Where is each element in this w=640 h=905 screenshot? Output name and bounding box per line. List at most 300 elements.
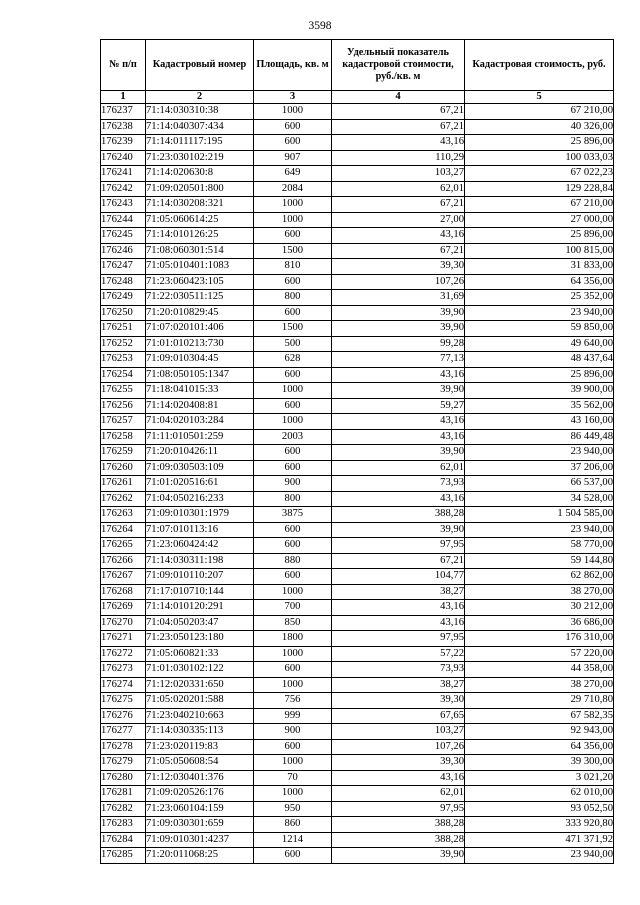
cadastral-value-cell: 66 537,00	[465, 476, 614, 492]
cadastral-value-cell: 67 210,00	[465, 197, 614, 213]
area-cell: 880	[254, 553, 332, 569]
row-number-cell: 176281	[101, 786, 146, 802]
row-number-cell: 176273	[101, 662, 146, 678]
unit-value-cell: 67,21	[332, 553, 465, 569]
table-row	[101, 150, 614, 166]
area-cell: 600	[254, 228, 332, 244]
area-cell: 600	[254, 398, 332, 414]
cadastral-value-cell: 86 449,48	[465, 429, 614, 445]
row-number-cell: 176241	[101, 166, 146, 182]
cadastral-value-cell: 23 940,00	[465, 305, 614, 321]
table-row	[101, 367, 614, 383]
cadastral-value-table	[100, 39, 614, 864]
cadastral-value-cell: 57 220,00	[465, 646, 614, 662]
area-cell: 600	[254, 569, 332, 585]
row-number-cell: 176280	[101, 770, 146, 786]
unit-value-cell: 43,16	[332, 228, 465, 244]
area-cell: 1000	[254, 584, 332, 600]
page-number: 3598	[308, 20, 332, 32]
cadastral-value-cell: 67 210,00	[465, 104, 614, 120]
table-row	[101, 414, 614, 430]
table-row	[101, 724, 614, 740]
row-number-cell: 176242	[101, 181, 146, 197]
area-cell: 1000	[254, 786, 332, 802]
unit-value-cell: 39,90	[332, 522, 465, 538]
column-number: 5	[465, 91, 614, 104]
table-row	[101, 708, 614, 724]
unit-value-cell: 104,77	[332, 569, 465, 585]
area-cell: 950	[254, 801, 332, 817]
unit-value-cell: 67,21	[332, 119, 465, 135]
row-number-cell: 176262	[101, 491, 146, 507]
table-row	[101, 739, 614, 755]
area-cell: 800	[254, 491, 332, 507]
column-number: 4	[332, 91, 465, 104]
area-cell: 1800	[254, 631, 332, 647]
column-number-row	[101, 91, 614, 104]
unit-value-cell: 39,90	[332, 305, 465, 321]
cadastral-value-cell: 36 686,00	[465, 615, 614, 631]
cadastral-value-cell: 25 896,00	[465, 135, 614, 151]
table-row	[101, 491, 614, 507]
cadastral-value-cell: 3 021,20	[465, 770, 614, 786]
area-cell: 600	[254, 135, 332, 151]
area-cell: 600	[254, 305, 332, 321]
unit-value-cell: 73,93	[332, 476, 465, 492]
row-number-cell: 176279	[101, 755, 146, 771]
unit-value-cell: 39,90	[332, 848, 465, 864]
row-number-cell: 176277	[101, 724, 146, 740]
row-number-cell: 176254	[101, 367, 146, 383]
cadastral-value-cell: 25 352,00	[465, 290, 614, 306]
table-row	[101, 538, 614, 554]
cadastral-value-cell: 49 640,00	[465, 336, 614, 352]
row-number-cell: 176268	[101, 584, 146, 600]
table-row	[101, 135, 614, 151]
cadastral-number-cell: 71:14:030310:38	[146, 104, 254, 120]
cadastral-number-cell: 71:09:010301:4237	[146, 832, 254, 848]
table-row	[101, 662, 614, 678]
cadastral-number-cell: 71:20:011068:25	[146, 848, 254, 864]
row-number-cell: 176250	[101, 305, 146, 321]
row-number-cell: 176285	[101, 848, 146, 864]
table-row	[101, 228, 614, 244]
unit-value-cell: 39,90	[332, 383, 465, 399]
unit-value-cell: 39,90	[332, 445, 465, 461]
cadastral-number-cell: 71:20:010829:45	[146, 305, 254, 321]
row-number-cell: 176278	[101, 739, 146, 755]
row-number-cell: 176245	[101, 228, 146, 244]
unit-value-cell: 67,21	[332, 104, 465, 120]
unit-value-cell: 43,16	[332, 414, 465, 430]
table-row	[101, 321, 614, 337]
area-cell: 600	[254, 538, 332, 554]
cadastral-number-cell: 71:12:030401:376	[146, 770, 254, 786]
cadastral-number-cell: 71:08:050105:1347	[146, 367, 254, 383]
cadastral-number-cell: 71:23:050123:180	[146, 631, 254, 647]
row-number-cell: 176270	[101, 615, 146, 631]
cadastral-value-cell: 100 033,03	[465, 150, 614, 166]
area-cell: 649	[254, 166, 332, 182]
cadastral-number-cell: 71:14:030208:321	[146, 197, 254, 213]
unit-value-cell: 103,27	[332, 166, 465, 182]
row-number-cell: 176275	[101, 693, 146, 709]
cadastral-number-cell: 71:09:010304:45	[146, 352, 254, 368]
table-row	[101, 832, 614, 848]
cadastral-value-cell: 31 833,00	[465, 259, 614, 275]
unit-value-cell: 39,90	[332, 321, 465, 337]
cadastral-value-cell: 37 206,00	[465, 460, 614, 476]
table-row	[101, 801, 614, 817]
cadastral-value-cell: 27 000,00	[465, 212, 614, 228]
cadastral-number-cell: 71:09:010301:1979	[146, 507, 254, 523]
cadastral-value-cell: 64 356,00	[465, 739, 614, 755]
row-number-cell: 176284	[101, 832, 146, 848]
table-row	[101, 104, 614, 120]
header-row-number: № п/п	[101, 40, 146, 91]
area-cell: 600	[254, 119, 332, 135]
cadastral-number-cell: 71:07:020101:406	[146, 321, 254, 337]
cadastral-number-cell: 71:01:030102:122	[146, 662, 254, 678]
area-cell: 70	[254, 770, 332, 786]
unit-value-cell: 97,95	[332, 801, 465, 817]
row-number-cell: 176244	[101, 212, 146, 228]
cadastral-number-cell: 71:05:060821:33	[146, 646, 254, 662]
area-cell: 900	[254, 724, 332, 740]
unit-value-cell: 103,27	[332, 724, 465, 740]
area-cell: 1500	[254, 243, 332, 259]
unit-value-cell: 43,16	[332, 135, 465, 151]
cadastral-number-cell: 71:14:010126:25	[146, 228, 254, 244]
unit-value-cell: 67,21	[332, 197, 465, 213]
unit-value-cell: 38,27	[332, 677, 465, 693]
cadastral-number-cell: 71:14:030335:113	[146, 724, 254, 740]
cadastral-number-cell: 71:07:010113:16	[146, 522, 254, 538]
cadastral-value-cell: 67 582,35	[465, 708, 614, 724]
area-cell: 810	[254, 259, 332, 275]
area-cell: 1000	[254, 677, 332, 693]
column-number: 1	[101, 91, 146, 104]
cadastral-number-cell: 71:18:041015:33	[146, 383, 254, 399]
cadastral-number-cell: 71:09:010110:207	[146, 569, 254, 585]
header-area: Площадь, кв. м	[254, 40, 332, 91]
row-number-cell: 176255	[101, 383, 146, 399]
table-row	[101, 770, 614, 786]
cadastral-value-cell: 100 815,00	[465, 243, 614, 259]
cadastral-number-cell: 71:22:030511:125	[146, 290, 254, 306]
table-body	[101, 104, 614, 864]
table-row	[101, 631, 614, 647]
row-number-cell: 176261	[101, 476, 146, 492]
unit-value-cell: 43,16	[332, 491, 465, 507]
cadastral-value-cell: 62 862,00	[465, 569, 614, 585]
column-number: 3	[254, 91, 332, 104]
unit-value-cell: 388,28	[332, 832, 465, 848]
area-cell: 1214	[254, 832, 332, 848]
area-cell: 500	[254, 336, 332, 352]
row-number-cell: 176257	[101, 414, 146, 430]
table-row	[101, 243, 614, 259]
unit-value-cell: 38,27	[332, 584, 465, 600]
cadastral-number-cell: 71:01:020516:61	[146, 476, 254, 492]
cadastral-number-cell: 71:04:050203:47	[146, 615, 254, 631]
table-row	[101, 817, 614, 833]
cadastral-number-cell: 71:05:010401:1083	[146, 259, 254, 275]
row-number-cell: 176256	[101, 398, 146, 414]
area-cell: 600	[254, 739, 332, 755]
cadastral-value-cell: 44 358,00	[465, 662, 614, 678]
row-number-cell: 176276	[101, 708, 146, 724]
cadastral-number-cell: 71:09:020526:176	[146, 786, 254, 802]
table-row	[101, 677, 614, 693]
table-row	[101, 274, 614, 290]
cadastral-value-cell: 67 022,23	[465, 166, 614, 182]
unit-value-cell: 43,16	[332, 600, 465, 616]
cadastral-value-cell: 38 270,00	[465, 584, 614, 600]
cadastral-value-cell: 64 356,00	[465, 274, 614, 290]
row-number-cell: 176239	[101, 135, 146, 151]
cadastral-value-cell: 40 326,00	[465, 119, 614, 135]
cadastral-value-cell: 43 160,00	[465, 414, 614, 430]
row-number-cell: 176246	[101, 243, 146, 259]
area-cell: 907	[254, 150, 332, 166]
row-number-cell: 176274	[101, 677, 146, 693]
table-row	[101, 352, 614, 368]
unit-value-cell: 67,21	[332, 243, 465, 259]
unit-value-cell: 39,30	[332, 693, 465, 709]
cadastral-value-cell: 23 940,00	[465, 848, 614, 864]
table-row	[101, 429, 614, 445]
area-cell: 756	[254, 693, 332, 709]
unit-value-cell: 43,16	[332, 429, 465, 445]
area-cell: 700	[254, 600, 332, 616]
table-row	[101, 197, 614, 213]
row-number-cell: 176265	[101, 538, 146, 554]
area-cell: 628	[254, 352, 332, 368]
cadastral-number-cell: 71:23:020119:83	[146, 739, 254, 755]
table-row	[101, 786, 614, 802]
table-row	[101, 259, 614, 275]
unit-value-cell: 107,26	[332, 739, 465, 755]
row-number-cell: 176259	[101, 445, 146, 461]
cadastral-value-cell: 176 310,00	[465, 631, 614, 647]
cadastral-number-cell: 71:05:050608:54	[146, 755, 254, 771]
cadastral-value-cell: 39 300,00	[465, 755, 614, 771]
cadastral-value-cell: 59 850,00	[465, 321, 614, 337]
row-number-cell: 176258	[101, 429, 146, 445]
column-number: 2	[146, 91, 254, 104]
unit-value-cell: 77,13	[332, 352, 465, 368]
area-cell: 860	[254, 817, 332, 833]
cadastral-value-cell: 93 052,50	[465, 801, 614, 817]
cadastral-value-cell: 25 896,00	[465, 228, 614, 244]
unit-value-cell: 107,26	[332, 274, 465, 290]
table-row	[101, 600, 614, 616]
cadastral-number-cell: 71:05:060614:25	[146, 212, 254, 228]
cadastral-value-cell: 38 270,00	[465, 677, 614, 693]
cadastral-value-cell: 62 010,00	[465, 786, 614, 802]
area-cell: 600	[254, 274, 332, 290]
area-cell: 600	[254, 445, 332, 461]
unit-value-cell: 73,93	[332, 662, 465, 678]
unit-value-cell: 62,01	[332, 460, 465, 476]
cadastral-number-cell: 71:09:030503:109	[146, 460, 254, 476]
cadastral-number-cell: 71:09:030301:659	[146, 817, 254, 833]
unit-value-cell: 67,65	[332, 708, 465, 724]
cadastral-value-cell: 25 896,00	[465, 367, 614, 383]
table-row	[101, 584, 614, 600]
area-cell: 600	[254, 460, 332, 476]
unit-value-cell: 39,30	[332, 755, 465, 771]
area-cell: 1000	[254, 104, 332, 120]
area-cell: 850	[254, 615, 332, 631]
cadastral-number-cell: 71:09:020501:800	[146, 181, 254, 197]
unit-value-cell: 62,01	[332, 786, 465, 802]
area-cell: 1000	[254, 414, 332, 430]
area-cell: 1000	[254, 212, 332, 228]
table-row	[101, 305, 614, 321]
row-number-cell: 176267	[101, 569, 146, 585]
table-header	[101, 40, 614, 104]
cadastral-value-cell: 39 900,00	[465, 383, 614, 399]
row-number-cell: 176243	[101, 197, 146, 213]
cadastral-number-cell: 71:14:011117:195	[146, 135, 254, 151]
table-row	[101, 383, 614, 399]
header-cadastral-value: Кадастровая стоимость, руб.	[465, 40, 614, 91]
table-row	[101, 166, 614, 182]
row-number-cell: 176248	[101, 274, 146, 290]
cadastral-number-cell: 71:14:020408:81	[146, 398, 254, 414]
cadastral-number-cell: 71:14:020630:8	[146, 166, 254, 182]
cadastral-value-cell: 29 710,80	[465, 693, 614, 709]
cadastral-number-cell: 71:23:060423:105	[146, 274, 254, 290]
table-row	[101, 507, 614, 523]
cadastral-value-cell: 30 212,00	[465, 600, 614, 616]
row-number-cell: 176252	[101, 336, 146, 352]
cadastral-value-cell: 471 371,92	[465, 832, 614, 848]
cadastral-value-cell: 48 437,64	[465, 352, 614, 368]
cadastral-value-cell: 23 940,00	[465, 445, 614, 461]
cadastral-number-cell: 71:23:030102:219	[146, 150, 254, 166]
table-row	[101, 848, 614, 864]
unit-value-cell: 43,16	[332, 770, 465, 786]
row-number-cell: 176283	[101, 817, 146, 833]
table-row	[101, 693, 614, 709]
area-cell: 2003	[254, 429, 332, 445]
row-number-cell: 176249	[101, 290, 146, 306]
row-number-cell: 176247	[101, 259, 146, 275]
unit-value-cell: 97,95	[332, 631, 465, 647]
cadastral-value-cell: 129 228,84	[465, 181, 614, 197]
cadastral-number-cell: 71:12:020331:650	[146, 677, 254, 693]
row-number-cell: 176251	[101, 321, 146, 337]
area-cell: 3875	[254, 507, 332, 523]
cadastral-number-cell: 71:23:040210:663	[146, 708, 254, 724]
cadastral-value-cell: 23 940,00	[465, 522, 614, 538]
table-row	[101, 445, 614, 461]
row-number-cell: 176240	[101, 150, 146, 166]
row-number-cell: 176266	[101, 553, 146, 569]
cadastral-value-cell: 35 562,00	[465, 398, 614, 414]
header-cadastral-number: Кадастровый номер	[146, 40, 254, 91]
cadastral-value-cell: 58 770,00	[465, 538, 614, 554]
header-unit-value: Удельный показатель кадастровой стоимости, руб./кв. м	[332, 40, 465, 91]
cadastral-number-cell: 71:17:010710:144	[146, 584, 254, 600]
table-row	[101, 615, 614, 631]
area-cell: 1000	[254, 197, 332, 213]
unit-value-cell: 43,16	[332, 615, 465, 631]
table-row	[101, 212, 614, 228]
row-number-cell: 176263	[101, 507, 146, 523]
row-number-cell: 176282	[101, 801, 146, 817]
table-row	[101, 646, 614, 662]
cadastral-value-cell: 34 528,00	[465, 491, 614, 507]
unit-value-cell: 110,29	[332, 150, 465, 166]
row-number-cell: 176260	[101, 460, 146, 476]
cadastral-value-cell: 92 943,00	[465, 724, 614, 740]
cadastral-number-cell: 71:05:020201:588	[146, 693, 254, 709]
cadastral-number-cell: 71:04:020103:284	[146, 414, 254, 430]
area-cell: 900	[254, 476, 332, 492]
area-cell: 2084	[254, 181, 332, 197]
table-row	[101, 755, 614, 771]
cadastral-number-cell: 71:14:030311:198	[146, 553, 254, 569]
area-cell: 1500	[254, 321, 332, 337]
unit-value-cell: 27,00	[332, 212, 465, 228]
unit-value-cell: 97,95	[332, 538, 465, 554]
table-row	[101, 398, 614, 414]
cadastral-number-cell: 71:11:010501:259	[146, 429, 254, 445]
cadastral-value-cell: 1 504 585,00	[465, 507, 614, 523]
cadastral-value-cell: 59 144,80	[465, 553, 614, 569]
cadastral-number-cell: 71:23:060424:42	[146, 538, 254, 554]
unit-value-cell: 39,30	[332, 259, 465, 275]
cadastral-number-cell: 71:14:040307:434	[146, 119, 254, 135]
cadastral-number-cell: 71:04:050216:233	[146, 491, 254, 507]
row-number-cell: 176269	[101, 600, 146, 616]
area-cell: 600	[254, 522, 332, 538]
area-cell: 600	[254, 662, 332, 678]
row-number-cell: 176253	[101, 352, 146, 368]
table-row	[101, 553, 614, 569]
area-cell: 800	[254, 290, 332, 306]
table-row	[101, 569, 614, 585]
row-number-cell: 176272	[101, 646, 146, 662]
table-row	[101, 336, 614, 352]
unit-value-cell: 59,27	[332, 398, 465, 414]
unit-value-cell: 62,01	[332, 181, 465, 197]
table-row	[101, 181, 614, 197]
area-cell: 1000	[254, 383, 332, 399]
unit-value-cell: 31,69	[332, 290, 465, 306]
unit-value-cell: 43,16	[332, 367, 465, 383]
table-row	[101, 522, 614, 538]
cadastral-number-cell: 71:14:010120:291	[146, 600, 254, 616]
row-number-cell: 176238	[101, 119, 146, 135]
area-cell: 1000	[254, 646, 332, 662]
table-row	[101, 476, 614, 492]
cadastral-number-cell: 71:01:010213:730	[146, 336, 254, 352]
cadastral-value-cell: 333 920,80	[465, 817, 614, 833]
cadastral-number-cell: 71:08:060301:514	[146, 243, 254, 259]
unit-value-cell: 388,28	[332, 507, 465, 523]
unit-value-cell: 99,28	[332, 336, 465, 352]
row-number-cell: 176237	[101, 104, 146, 120]
area-cell: 999	[254, 708, 332, 724]
row-number-cell: 176264	[101, 522, 146, 538]
area-cell: 1000	[254, 755, 332, 771]
table-row	[101, 119, 614, 135]
